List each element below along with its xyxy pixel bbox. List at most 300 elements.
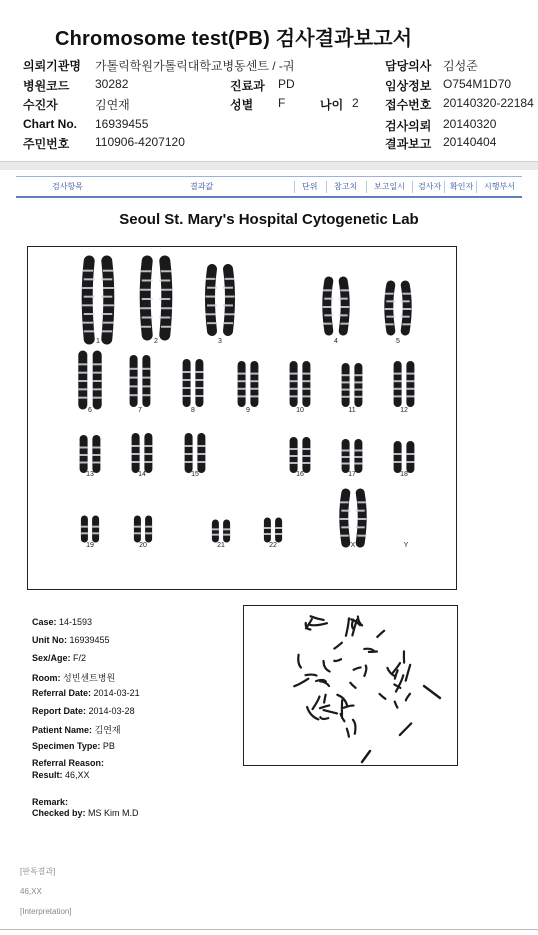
chromosome-band [302,448,310,450]
chromosome-band [406,461,414,463]
chromosome-band [342,389,350,391]
info-row-hospital-code [0,77,538,95]
chromosome-band [324,298,333,300]
chromosome-band [183,371,191,373]
metaphase-chromosome [424,686,440,698]
metaphase-chromosome [377,631,384,637]
chromosome-band [354,456,362,458]
info-row-institution [0,57,538,75]
col-divider [366,181,367,193]
metaphase-chromosome [396,675,403,691]
chromosome-band [342,456,350,458]
chromosome-band [78,372,87,374]
chromosome-band [185,461,193,463]
test-request-label: 검사의뢰 [385,119,432,133]
chromosome-band [354,389,362,391]
chromosome-band [93,397,102,399]
chromosome-band [197,461,205,463]
chromosome-band [78,388,87,390]
chromosome-label: 8 [191,407,195,414]
chromosome-band [339,298,348,300]
chromosome-band [357,535,366,537]
chromosome-band [161,326,172,328]
chromosome-band [130,368,138,370]
metaphase-chromosomes [244,606,458,766]
chromosome-band [145,532,152,534]
chromosome-label: 2 [154,338,158,345]
chromosome-band [82,322,93,324]
chromosome-band [323,306,332,308]
chromosome-band [340,289,349,291]
chromosome-band [159,298,170,300]
chromosome-band [92,526,99,528]
col-divider [444,181,445,193]
chromosome-band [340,323,349,325]
chromosome-band [324,314,333,316]
chromosome-band [205,313,215,315]
chromosome-band [302,380,310,382]
chromosome-band [92,454,100,456]
chromosome-band [354,381,362,383]
sex-label: 성별 [230,98,254,112]
chromosome-band [340,306,349,308]
chromosome-band [84,330,95,332]
chromosome-band [290,448,298,450]
metaphase-chromosome [395,670,398,678]
chromosome-band [134,532,141,534]
chromosome-band [93,380,102,382]
patient-value: 김연재 [95,98,130,112]
chromosome-band [385,308,394,310]
chromosome-band [354,374,362,376]
chromosome-label: 20 [139,542,147,549]
chromosome-band [130,394,138,396]
col-tester: 검사자 [418,182,442,191]
lab-title: Seoul St. Mary's Hospital Cytogenetic Lab [119,211,419,228]
referral-reason-line [32,758,104,768]
chromosome-band [225,313,235,315]
metaphase-chromosome [324,710,337,713]
referral-reason-label: Referral Reason: [32,758,105,768]
chromosome-band [130,377,138,379]
unit-line [32,635,110,645]
chromosome-band [197,453,205,455]
col-divider [412,181,413,193]
doctor-label: 담당의사 [385,59,432,73]
age-value: 2 [352,96,359,110]
metaphase-chromosome [347,729,349,737]
remark-line [32,797,68,807]
chromosome-band [290,373,298,375]
col-reference: 참고치 [334,182,358,191]
hospital-code-label: 병원코드 [23,79,70,93]
age-label: 나이 [320,98,344,112]
chromosome-band [81,532,88,534]
chromosome-band [394,453,402,455]
chromosome-band [402,323,411,325]
chromosome-band [103,322,114,324]
chromosome-band [80,462,88,464]
chromosome-band [340,518,349,520]
chromosome-band [161,289,172,291]
hospital-code-value: 30282 [95,77,129,91]
chromosome-band [290,380,298,382]
chromosome-band [238,395,246,397]
chromosome-band [223,528,230,530]
chromosome-band [134,526,141,528]
chromosome-band [92,532,99,534]
chromosome-band [354,463,362,465]
chromosome-label: X [350,542,356,549]
chromosome-band [264,533,271,535]
chromosome-band [212,534,219,536]
chromosome-label: 14 [138,471,146,478]
chromosome-band [385,323,394,325]
department-value: PD [278,77,295,91]
chromosome-band [290,388,298,390]
chromosome-label: 18 [400,471,408,478]
metaphase-chromosome [306,675,317,676]
chromosome-1 [87,261,89,339]
receipt-no-value: 20140320-22184 [443,96,534,110]
chromosome-band [406,373,414,375]
metaphase-chromosome [346,618,349,635]
section-divider [0,162,538,170]
chromosome-band [356,526,365,528]
chromosome-label: 6 [88,407,92,414]
chromosome-band [238,380,246,382]
chromosome-band [161,270,172,272]
chromosome-band [92,462,100,464]
chromosome-band [250,373,258,375]
chromosome-band [275,533,282,535]
chart-no-label: Chart No. [23,117,77,131]
specimen-value: PB [102,741,115,751]
chromosome-band [197,445,205,447]
clinical-info-label: 임상정보 [385,79,432,93]
chromosome-band [401,316,410,318]
chromosome-label: 1 [96,338,100,345]
metaphase-chromosome [344,706,354,708]
patient-name-value: 김연재 [94,725,121,735]
chromosome-label: 13 [86,471,94,478]
metaphase-chromosome [334,659,341,661]
chromosome-band [225,296,235,298]
col-unit: 단위 [302,182,318,191]
chromosome-band [93,372,102,374]
chromosome-band [302,455,310,457]
chromosome-band [142,385,150,387]
chromosome-label: 22 [269,542,277,549]
chromosome-band [207,304,217,306]
chromosome-band [341,526,350,528]
case-label: Case: [32,617,57,627]
sexage-line [32,653,86,663]
chromosome-band [78,397,87,399]
chromosome-band [132,445,140,447]
chromosome-band [402,308,411,310]
chromosome-band [103,270,114,272]
chromosome-band [80,447,88,449]
resident-no-label: 주민번호 [23,137,70,151]
chromosome-label: 4 [334,338,338,345]
chromosome-band [132,461,140,463]
doctor-value: 김성준 [443,59,478,73]
karyogram-chromosomes [28,247,458,591]
patient-name-line [32,723,121,736]
report-header [0,0,538,162]
chromosome-label: 5 [396,338,400,345]
chromosome-band [406,453,414,455]
result-line [32,770,90,780]
chromosome-label: 12 [400,407,408,414]
chromosome-band [238,388,246,390]
chromosome-band [93,363,102,365]
chromosome-band [354,396,362,398]
page-bottom-rule [0,929,538,930]
report-date-value: 2014-03-28 [88,706,135,716]
chromosome-band [144,453,152,455]
result-table-header [16,176,522,198]
chromosome-band [195,387,203,389]
chromosome-band [250,380,258,382]
institution-label: 의뢰기관명 [23,59,81,73]
chromosome-band [142,377,150,379]
referral-date-value: 2014-03-21 [93,688,140,698]
chromosome-band [140,289,151,291]
chromosome-band [290,455,298,457]
report-title: Chromosome test(PB) 검사결과보고서 [55,28,413,50]
chromosome-band [250,388,258,390]
chromosome-band [394,395,402,397]
chromosome-band [195,371,203,373]
chromosome-band [290,462,298,464]
metaphase-chromosome [406,694,410,701]
result-value: 46,XX [65,770,90,780]
chromosome-band [302,388,310,390]
chromosome-band [386,300,395,302]
chromosome-band [212,528,219,530]
chromosome-label: 16 [296,471,304,478]
chromosome-band [145,526,152,528]
chromosome-band [207,287,217,289]
chromosome-band [159,317,170,319]
chromosome-label: Y [403,542,409,549]
chromosome-label: 19 [86,542,94,549]
remark-label: Remark: [32,797,69,807]
chromosome-band [142,368,150,370]
chromosome-band [323,323,332,325]
chromosome-band [357,501,366,503]
chromosome-band [80,454,88,456]
chromosome-band [82,287,93,289]
chromosome-band [264,527,271,529]
chromosome-band [223,322,233,324]
col-report-date: 보고일시 [374,182,405,191]
chromosome-band [101,330,112,332]
chromosome-band [342,374,350,376]
result-report-label: 결과보고 [385,137,432,151]
chromosome-band [223,304,233,306]
chromosome-band [394,461,402,463]
metaphase-chromosome [313,697,320,710]
chromosome-band [342,450,350,452]
metaphase-chromosome [310,623,327,625]
chromosome-band [78,363,87,365]
metaphase-chromosome [406,665,410,681]
metaphase-chromosome [362,751,370,762]
metaphase-chromosome [324,695,325,703]
sex-value: F [278,96,286,110]
chromosome-band [323,289,332,291]
checked-by-line [32,808,139,818]
chromosome-label: 11 [348,407,356,414]
chromosome-band [340,535,349,537]
sexage-value: F/2 [73,653,87,663]
chromosome-band [84,313,95,315]
chromosome-band [385,293,394,295]
chromosome-band [183,387,191,389]
chromosome-band [142,298,153,300]
case-value: 14-1593 [59,617,93,627]
metaphase-chromosome [334,643,342,649]
col-department: 시행부서 [484,182,515,191]
finding-label: [판독결과] [20,867,56,876]
metaphase-chromosome [320,717,328,719]
room-value: 성빈센트병원 [63,673,116,683]
chromosome-band [238,373,246,375]
chromosome-band [302,395,310,397]
chromosome-band [302,373,310,375]
chromosome-band [103,304,114,306]
chromosome-band [223,287,233,289]
referral-date-line [32,688,140,698]
chromosome-band [84,296,95,298]
metaphase-chromosome [298,655,301,668]
report-date-line [32,706,135,716]
chromosome-label: 10 [296,407,304,414]
interpretation-label: [Interpretation] [20,907,72,916]
checked-by-label: Checked by: [32,808,86,818]
chromosome-band [402,293,411,295]
chromosome-band [144,445,152,447]
chromosome-band [78,380,87,382]
chromosome-band [161,307,172,309]
chromosome-band [101,278,112,280]
chromosome-band [342,463,350,465]
karyogram-image [27,246,457,590]
chromosome-band [341,510,350,512]
chromosome-band [140,270,151,272]
chromosome-label: 3 [218,338,222,345]
chromosome-band [93,388,102,390]
info-row-resident [0,135,538,153]
chromosome-band [183,379,191,381]
metaphase-chromosome [395,702,398,708]
col-divider [326,181,327,193]
chromosome-band [84,278,95,280]
metaphase-chromosome [320,705,329,708]
chromosome-band [205,296,215,298]
chromosome-band [342,381,350,383]
case-line [32,617,92,627]
chromosome-band [132,453,140,455]
chromosome-band [354,450,362,452]
chromosome-band [342,396,350,398]
chromosome-band [250,395,258,397]
chromosome-band [185,453,193,455]
chromosome-band [401,300,410,302]
chromosome-band [159,280,170,282]
chromosome-band [101,296,112,298]
chromosome-band [356,510,365,512]
chromosome-band [144,461,152,463]
room-line [32,671,115,684]
chromosome-band [340,501,349,503]
chromosome-label: 9 [246,407,250,414]
chromosome-band [205,278,215,280]
chromosome-band [101,313,112,315]
chromosome-label: 7 [138,407,142,414]
chromosome-band [290,395,298,397]
metaphase-chromosome [364,666,366,676]
chromosome-band [195,395,203,397]
chromosome-band [394,380,402,382]
metaphase-chromosome [294,679,308,687]
patient-name-label: Patient Name: [32,725,93,735]
chromosome-band [394,373,402,375]
chromosome-band [81,526,88,528]
chromosome-band [142,394,150,396]
metaphase-chromosome [400,723,411,735]
institution-value: 가톨릭학원가톨릭대학교병동센트 / -궈 [95,59,295,73]
chromosome-band [82,304,93,306]
receipt-no-label: 접수번호 [385,98,432,112]
chromosome-band [92,447,100,449]
chart-no-value: 16939455 [95,117,149,131]
chromosome-1 [107,261,109,339]
metaphase-chromosome [350,683,355,688]
chromosome-band [386,316,395,318]
room-label: Room: [32,673,61,683]
patient-label: 수진자 [23,98,58,112]
chromosome-band [275,527,282,529]
col-divider [294,181,295,193]
department-label: 진료과 [230,79,265,93]
specimen-label: Specimen Type: [32,741,101,751]
chromosome-band [302,462,310,464]
metaphase-chromosome [353,720,355,734]
chromosome-label: 15 [191,471,199,478]
info-row-patient [0,96,538,114]
col-divider [476,181,477,193]
finding-value: 46,XX [20,887,42,896]
chromosome-band [406,388,414,390]
result-label: Result: [32,770,63,780]
chromosome-band [357,518,366,520]
chromosome-band [406,395,414,397]
chromosome-band [130,385,138,387]
info-row-chart [0,117,538,135]
chromosome-band [183,395,191,397]
col-confirmer: 확인자 [450,182,474,191]
chromosome-band [142,280,153,282]
resident-no-value: 110906-4207120 [95,135,185,149]
chromosome-band [394,388,402,390]
specimen-line [32,741,115,751]
chromosome-band [225,278,235,280]
metaphase-chromosome [380,694,386,699]
